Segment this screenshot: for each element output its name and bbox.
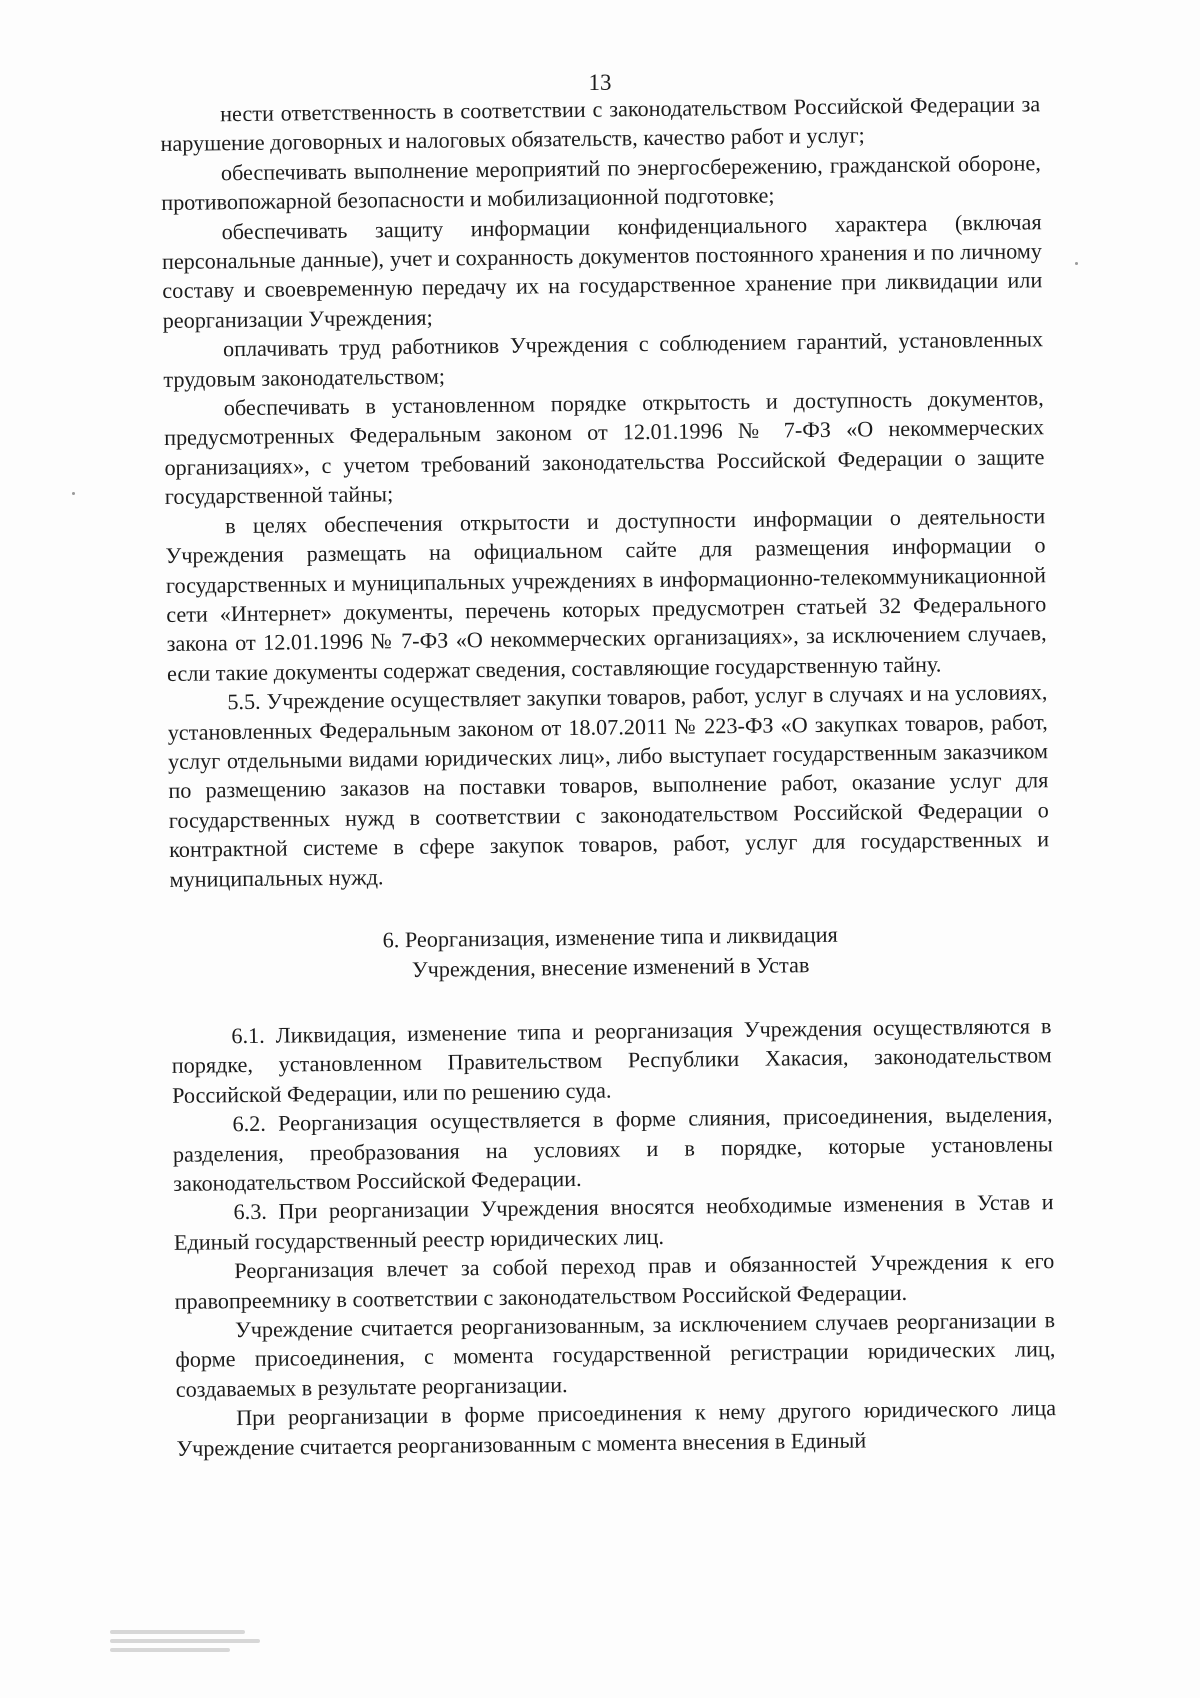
section-heading-line1: 6. Реорганизация, изменение типа и ликвидация [382, 921, 838, 953]
paragraph-5-5: 5.5. Учреждение осуществляет закупки товаров, работ, услуг в случаях и на условиях, установленных Федеральным законом от 18.07.2011 № 223-ФЗ «О закупках товаров, работ, услуг отдельными видами юридических лиц», либо выступает государственным заказчиком по размещению заказов на поставки товаров, выполнение работ, оказание услуг для государственных нужд в соответствии с законодательством Российской Федерации о контрактной системе в сфере закупок товаров, работ, услуг для государственных и муниципальных нужд. [167, 679, 1050, 892]
paragraph: нести ответственность в соответствии с законодательством Российской Федерации за нарушение договорных и налоговых обязательств, качество работ и услуг; [160, 91, 1041, 157]
scan-speck [1075, 262, 1078, 265]
paragraph-6-3: 6.3. При реорганизации Учреждения вносятся необходимые изменения в Устав и Единый государственный реестр юридических лиц. [173, 1189, 1054, 1255]
paragraph: При реорганизации в форме присоединения к нему другого юридического лица Учреждение считается реорганизованным с момента внесения в Единый [176, 1395, 1057, 1461]
section-heading-line2: Учреждения, внесение изменений в Устав [411, 952, 810, 982]
paragraph: оплачивать труд работников Учреждения с соблюдением гарантий, установленных трудовым законодательством; [163, 326, 1044, 392]
paragraph: Учреждение считается реорганизованным, за исключением случаев реорганизации в форме присоединения, с момента государственной регистрации юридических лиц, создаваемых в результате реорганизации. [175, 1307, 1056, 1402]
paragraph: обеспечивать выполнение мероприятий по энергосбережению, гражданской обороне, противопожарной безопасности и мобилизационной подготовке; [161, 150, 1041, 216]
paragraph: Реорганизация влечет за собой переход прав и обязанностей Учреждения к его правопреемнику в соответствии с законодательством Российской Федерации. [174, 1248, 1055, 1314]
paragraph: обеспечивать в установленном порядке открытость и доступность документов, предусмотренных Федеральным законом от 12.01.1996 № 7-ФЗ «О некоммерческих организациях», с учетом требований законодательства Российской Федерации о защите государственной тайны; [163, 385, 1045, 510]
paragraph: в целях обеспечения открытости и доступности информации о деятельности Учреждения размещать на официальном сайте для размещения информации о государственных и муниципальных учреждениях в информационно-телекоммуникационной сети «Интернет» документы, перечень которых предусмотрен статьей 32 Федерального закона от 12.01.1996 № 7-ФЗ «О некоммерческих организациях», за исключением случаев, если такие документы содержат сведения, составляющие государственную тайну. [165, 502, 1047, 686]
section-heading [170, 917, 1051, 988]
faded-stamp [110, 1625, 260, 1663]
paragraph: обеспечивать защиту информации конфиденциального характера (включая персональные данные), учет и сохранность документов постоянного хранения и по личному составу и своевременную передачу их на государственное хранение при ликвидации или реорганизации Учреждения; [161, 208, 1043, 333]
paragraph-6-1: 6.1. Ликвидация, изменение типа и реорганизация Учреждения осуществляются в порядке, установленном Правительством Республики Хакасия, законодательством Российской Федерации, или по решению суда. [171, 1013, 1052, 1108]
page-number: 13 [588, 70, 612, 95]
paragraph-6-2: 6.2. Реорганизация осуществляется в форме слияния, присоединения, выделения, разделения, преобразования на условиях и в порядке, которые установлены законодательством Российской Федерации. [172, 1101, 1053, 1196]
document-body [160, 89, 1057, 1463]
scan-speck [72, 492, 75, 495]
